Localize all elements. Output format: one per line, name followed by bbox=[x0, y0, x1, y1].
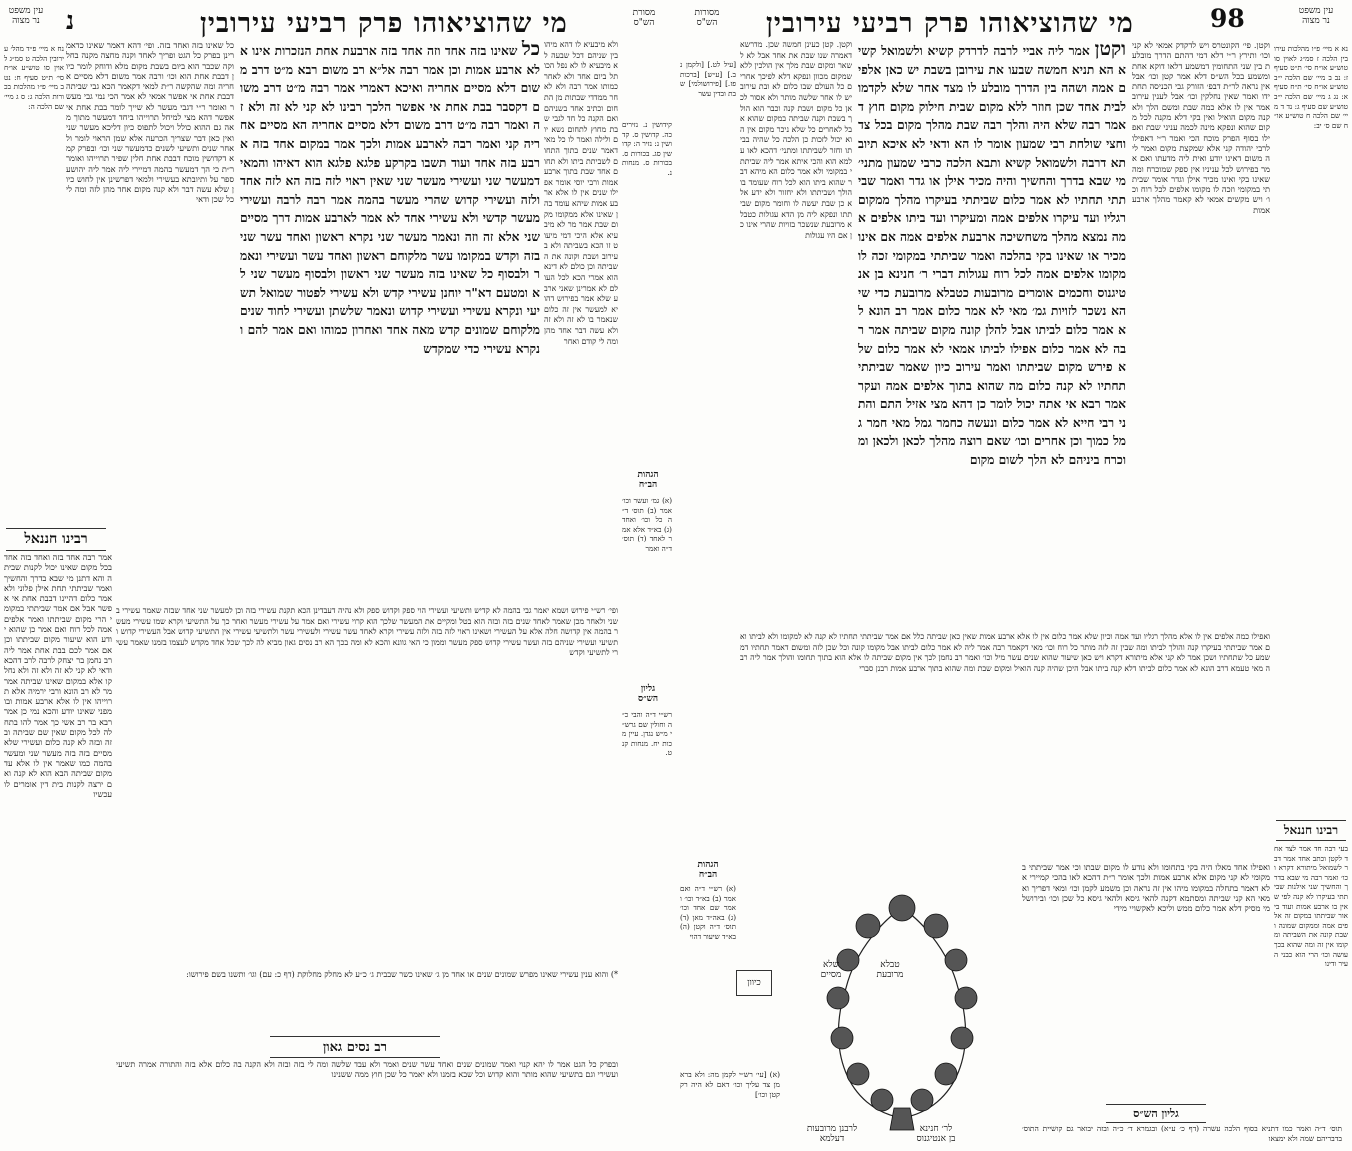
right-masoret-margin: [עיל לט.] [ולקמן נב.] [ע״ש] [ברכות פז.] [פירושולמי] שבת ובדין עשר bbox=[680, 60, 736, 98]
left-rav-nissim-heading: רב נסים גאון bbox=[270, 1036, 440, 1058]
right-page bbox=[676, 0, 1352, 1151]
right-tosafot-lower: ואפילו אחד מאלו היה בקי בתחומו ולא נודע לו מקום שבתו וכי אמר שביתתי במקומי לא קני מקום אלא ארבע אמות ולכך אומר ר״ת דהכא לאו בהכי קמיירי אלא דאמר בתחלה במקומו מיהו אין זה נראה וכן משמע לקמן וכו׳ ומאי דפריך ואמאי הא קני שביתה ומסתמא דקנה להאי גיסא ולהאי גיסא כל שכן וכו׳ ובירושלמי מסיק דלא אמר כלום ממש וליכא לאקשויי מידי bbox=[1022, 862, 1270, 914]
left-gilyon: רש״י ד״ה והבי כ״ה וחולין שם גרש״י מ״ש נגדן. עיין מכות יח. מנחות קנט. bbox=[622, 710, 672, 758]
diagram-center-box bbox=[736, 970, 772, 996]
left-footnote: *) והוא ענין עשירי שאינו מפרש שמונים שנים או אחד מן ג׳ שאינו כשר שבבית ג׳ כ״ע לא מחלק מחלוקת (דף כ: עם) וגו׳ ותשנו בשם פירושו: bbox=[186, 970, 618, 979]
right-rabbeinu-chananel: בעי רבה חד אמר לצד אחד לקטן וכתב אחד אמר דבר לשמואל מיתורא דקרא וכו׳ ואמר רבה מי שבא בדרך והחשיך שני אילנות שביתתי בעיקרו לא קנה לפי שאין בו ארבע אמות ועוד ביאור שביתתו במקום זה אלפים אמה וממקום שמונה ושבת קונה את השביתה ומקומו אין זה ומה שהוא בכך עושה וכו׳ הרי הוא כבני העיר ודינו bbox=[1274, 844, 1348, 969]
left-masoret-label: מסורת הש"ס bbox=[632, 8, 656, 28]
right-ein-mishpat-label: עין משפט נר מצוה bbox=[1298, 6, 1334, 26]
right-gemara-lead-word: וקטן bbox=[1094, 40, 1126, 60]
right-rabbeinu-chananel-heading: רבינו חננאל bbox=[1276, 820, 1346, 841]
right-folio: 98 bbox=[1210, 4, 1245, 33]
left-running-title: מי שהוציאוהו פרק רביעי עירובין bbox=[200, 8, 568, 39]
left-rabbeinu-chananel-heading: רבינו חננאל bbox=[6, 528, 106, 551]
diagram-top-right-caption: טבלא מרובעת bbox=[876, 960, 904, 980]
right-hagahot: (א) רש״י ד״ה ואם אמר (ב) בא״ד וכו׳ ואמר שם אחד וכו׳ (ג) באה״ד מאן (ד) תוס׳ ד״ה וקטן (ה) בא״ד שיעור דהוי bbox=[680, 884, 736, 941]
right-gemara-main bbox=[858, 40, 1126, 620]
left-gilyon-label: גליון הש״ס bbox=[637, 684, 659, 704]
left-rav-nissim: ובפרק כל הגט אמר לו יהא קנוי ואמר שמונים שנים ואחד עשר שנים ואמר ולא עבד שלשה ומה לי בזה ובזה ולא הקנה בה כלום אלא בזה והתורה אמרה תשיעי ועשירי וגם בתשיעי שהוא מותר והוא קדוש וכל שבא בזמנו ולא יאמר כל שכן חוץ ממה ששנינו bbox=[116, 1060, 618, 1079]
right-running-title: מי שהוציאוהו פרק רביעי עירובין bbox=[766, 8, 1134, 39]
left-hagahot: (א) גמ׳ ועשר וכו׳ אמר (ב) תוס׳ ד״ה כל וכו׳ ואחד (ג) בא״ד אלא אמר לאחד (ד) תוס׳ ד״ה ואמר bbox=[622, 496, 672, 553]
left-folio: נ bbox=[66, 6, 75, 35]
left-hagahot-label: הגהות הב״ח bbox=[637, 470, 659, 490]
right-gemara-body: אמר ליה אביי לרבה לדרדק קשיא ולשמואל קשיא הא תניא חמשה שבעו את עירובן בשבת יש כאן אלפים אמה ושהה בין הדרך מובלע לו מצד אחר שלא לקדמו לבית אחד שכן חוזר ללא מקום שבית חילוק מקום חוץ דאמר רבה שלא היה והלך רבה שבת מהלך מקום בכל צד וחצי שולחת רבי שמעון אומר לו הא ודאי לא איכא תיובתא דרבה ולשמואל קשיא ותבא הלכה כרבי שמעון מתני׳ מי שבא בדרך והחשיך והיה מכיר אילן או גדר ואמר שביתתי תחתיו לא אמר כלום שביתתי בעיקרו מהלך ממקום רגליו ועד עיקרו אלפים אמה ומעיקרו ועד ביתו אלפים אמה נמצא מהלך משחשיכה ארבעת אלפים אמה אם אינו מכיר או שאינו בקי בהלכה ואמר שביתתי במקומי זכה לו מקומו אלפים אמה לכל רוח עגולות דברי ר׳ חנינא בן אנטיגנוס וחכמים אומרים מרובעות כטבלא מרובעת כדי שיהא נשכר לזויות גמ׳ מאי לא אמר כלום אמר רב הונא לא אמר כלום לביתו אבל להלן קונה מקום שביתה אמר רבה לא אמר כלום אפילו לביתו אמאי לא אמר כלום שלא פירש מקום שביתתו ואמר עירוב כיון שאמר שביתתי תחתיו לא קנה כלום מה שהוא בתוך אלפים אמה ועקר אמר רבא אי אתה יכול לומר כן דהא מצי אזיל התם והתני רבי חייא לא אמר כלום ונעשה כחמר גמל מאי חמר גמל כמוך וכן אחרים וכו׳ שאם רוצה מהלך לכאן ולכאן ומוכרח ביניהם לא הלך לשום מקום bbox=[858, 44, 1126, 468]
diagram-left-caption: לרבנן מרובעות דעלמא bbox=[806, 1124, 858, 1144]
right-gilyon: תוס׳ ד״ה ואמר כמו דתניא בסוף הלכה עשרה (דף כ׳ ע״א) ובגמרא ד׳ כ״ה ובזה יבואר גם קושיית התוס׳ בדבריהם שמה ולא ימצאו bbox=[1022, 1124, 1342, 1143]
right-masoret-label: מסורות הש"ס bbox=[694, 8, 720, 28]
left-ein-mishpat-label: עין משפט נר מצוה bbox=[8, 6, 44, 26]
right-footnote: (א) [עי׳ רש״י לקמן מה: ולא ברא מן צד עליך וכו׳ דאם לא היה רק קטן וכו׳] bbox=[680, 1070, 780, 1099]
vine-diagram bbox=[786, 868, 1018, 1138]
diagram-right-caption: לר׳ חנינא בן אנטיגנוס bbox=[916, 1124, 956, 1144]
left-tosafot: כל שאינו בזה ואחד בזה. ופי׳ דהא דאמר שאינו כדאמרינן בפרק כל הגט ופריך לאחד וקנה מחצה מקנה בחלוקה שכבר הוא ביום בשבת מקום מלא ודוחק לומר כיון דבבת אחת הוא וכו׳ ורבה אמר משום דלא מסיים אחריה ומה שהקשה ר״ת למאי דקאמר הכא גבי שביתה דבבת אחת אי אפשר אמאי לא אמר הכי נמי גבי מעשר ואומר ר״י דגבי מעשר לא שייך לומר בבת אחת אי אפשר דהא מצי למיחל תרוייהו ביחד דמעשר מתוך מאה גם ההוא כולל ויכול לתפוס כיון דליכא מעשר שני ואין כאן דבר שצריך הכרעה אלא שמן הראוי לומר ולאחר שנים ותשיעי לשנים כדמעשר שני וכו׳ ובפרק קמא דקדושין מוכח דבבת אחת חלין שפיר תרוייהו ואומר ר״ת כי הך דמעשר בהמה דמיירי ליה אמר ליה יהושע ספר על ותיובתא בעשירי ולמאי דפרשינן אין לחוש כיון שלא עשה דבר ולא קנה מקום אחד מהן לזה ומה לי כל שכן ודאי bbox=[66, 40, 234, 205]
left-gemara-main bbox=[240, 40, 540, 600]
right-rashi-lower: ואפילו כמה אלפים אין לו אלא מהלך רגליו ועד אמה וכיון שלא אמר כלום אין לו אלא ארבע אמות שאין כאן שביתה כלל אם אמר שביתתי תחתיו לא קנה לא למקומו ולא לביתו ואם אמר שביתתי בעיקרו קנה והולך לביתו ומה שבין זה לזה מותר כל רוח וכו׳ מאי דקאמר רבה אמר ליה לא אמר כלום לביתו אבל מקומו קונה וכל שכן לזה ומשום דאמר תחתיו דמשמע כל שתחתיו ושכן אמר לא קני אלא מיתורא דקרא ויש כאן שיעור שהוא שנים עשר מיל וכו׳ ואמר רב נחמן לכך אין מקום שביתה לו אלא הוא בתוך תחומו והולך אמר ליה רבה מאי טעמא דרב הונא לא אמר כלום לביתו דלא קנה ביתו אבל היכן שהיה קנה הואיל ומקום שבת ומה שהוא בתוך ארבע אמות רבנן סברי bbox=[740, 632, 1270, 673]
right-hagahot-label: הגהות הב״ח bbox=[697, 860, 719, 880]
left-masoret-margin: קידושין נ. נזירים כה. קדושין ס. קדושין נ: נזיר ה: קדושין סג. בכורות ס. בכורות ס. מנחות נ. bbox=[622, 120, 672, 177]
diagram-center-box-label: כיוון bbox=[747, 978, 761, 988]
right-ein-mishpat: נא א מיי׳ פ״ו מהלכות עירובין הלכה ז סמ״ג לאוין סו טוש״ע או״ח סי׳ ת״ט סעיף ז: נב ב מיי׳ שם הלכה י״ב טוש״ע או״ח סי׳ ת״ח סעיף א: נג ג מיי׳ שם הלכה י״ב טוש״ע שם סעיף ג: נד ד מיי׳ שם הלכה ח טוש״ע או״ח שם ס׳ יב: bbox=[1274, 44, 1348, 130]
left-rashi-upper: ולא מיבעיא לו דהא מיהו בין שניהם דכל שבעה לא מיבעיא לו לא נפל הכותל ביום אחד ולא לאחר כמותו אמר רבה ולא לאחר ממדדי שבתות מן התחום וכתיב אחד בשניהם ואם הקנה כל חד לגבי שבת מחוץ לתחום נשא יום ולילה ואמר לו כל מאי דאמר שנים בתוך התחום לשביתת ביתו ולא תחום אחד שבת בתוך ארבע אמות ורבי יוסי אומר אפילו שנים אין לו אלא ארבע אמות שיהא עומד בהן שאינו אלא ממקומו מקום שבת אמר מר לא מיבעיא אלא היכי דמי מיעוט זו הכא בשביתה ולא בעירוב ושבת וקונה את השביתה וכן כולם לא דינא הוא אמרי הכא לכל העולם לא אמרינן שאני ארבע שלא אמר בפירוש דהויא למעשר אין זה כלום שנאמר בו לא זה ולא זה ולא עשה דבר אחד מהן ומה לי קודם ואחר bbox=[544, 40, 618, 346]
right-rashi-upper: וקטן. קטן כעינן חמשה שכן. מדרשא דאמרה שנו שבת את אחד אבל לא לשאר ומקום שבת מלך אין הולכין ללא שמקום מכוון ונפקא דלא לפיכך אחרים כל העולם שבו כלום לא ובת עירוב יש לו אחר שלשה מותר ולא אסור לכאן כל מקום ושבת קנה וכבר הוא הולך בשבת וקנה שביתה במקום שהוא אבל לאחרים כל שלא ניכר מקום אין הוא יכול לזכות כן הלכה כל שהיה בביתו וחזר לשביתתו ומתני׳ דהכא לאו עלמא הוא והכי איתא אמר ליה שביתתי במקומי ולא אמר כלום הא מיהא דבר שהוא ביתו הוא לכל רוח שעומד בו הולך ושביתתו ולא יחזור ולא ידע אלא כן שבת יעשה לו וחומר מקום שביתתו ונפקא ליה מן הדא עגולות כטבלא מרובעת שנשכר בזויות שהרי אינו כן אם היו עגולות bbox=[740, 40, 852, 240]
left-rashi-lower: ופי׳ רש״י פירוש ושמא יאמר גבי בהמה לא קדיש ותשיעי ועשירי הוי ספק וקדוש ספק ולא נהיה דעבדינן הכא תקנת עשירי בזה וכן למעשר שני אחד שבזה שאמר עשירי בשני ולאחר מכן שאמר לאחד שנים בזה ובזה הוא בטל ומקיים את המעשר שלכך הוא קרוי עשירי ואם אמר על עשירי מעשר ואחר כך על התשיעי וקרא שמו עשירי מעשר בהמה אין קדושה חלה אלא על העשירי ושאינו ראוי לזה בזה ולזה עשירי וקרא לאחד עשר עשירי ולעשירי עשר ולתשיעי עשירי אין התשיעי קדוש אבל העשירי קדוש ותשיעי ועשירי שניהם בזה ועשר עשירי קדוש ספק מעשר וממון כי האי גוונא והכא לא ומה בכך הא רב נסים גאון מביא לה לכך שכל אחד מקדש לעצמו בזמנו שאמר עשירי לתשיעי וקדש bbox=[116, 606, 618, 658]
left-rabbeinu-chananel: אמר רבה אחד בזה ואחד בזה אחד בכל מקום שאינו יכול לקנות שביתה והא דתנן מי שבא בדרך והחשיך ואמר שביתתי תחת אילן פלוני ולא אמר כלום דהיינו דבבת אחת אי אפשר אבל אם אמר שביתתי במקומי הרי מקום שביתתו ואמר אלפים אמה לכל רוח ואם אמר כן שהוא יודע הוא שיעור מקום שביתתו וכן אם אמר לכם בבת אחת אמר ליה רב נחמן בר יצחק לרבה לרב דהכא ודאי לא קני לא זה ולא זה ולא נחלקו אלא במקום שאינו שביתה אמר מר לא רב הונא ורבי ירמיה אלא תרוייהו אין לו אלא ארבע אמות ובו מפני שאינו יודע והכא נמי כן אמר רבא בר רב אשי כך אמר להו בתחלה לכל מקום שאין שם שביתה ובזה ובזה לא קנה כלום ועשירי שלא מסיים בזה בזה מעשר שני ומעשר בהמה כמו שאמר אין לו אלא עד מקום שביתה הבא הוא לא קנה ואם ירצה לקנות בית דין אומרים לו עכשיו bbox=[4, 552, 112, 799]
left-ein-mishpat: נח א מיי׳ פ״ד מהל׳ עירובין הלכה ט סמ״ג לאוין סו טוש״ע או״ח סי׳ ת״ט סעיף ח: נט ב מיי׳ פ״ו מהלכות בכורות הלכה ג: ס ג מיי׳ שם הלכה ה: bbox=[4, 44, 64, 111]
right-tosafot-upper: וקטן. פי׳ הקונטרס ויש לדקדק אמאי לא קני וכו׳ ותירץ ר״י דלא דמי דהתם הדרך מובלעת בין שני התחומין דמשמע דלאו דוקא אחת ומשמע בכל הש״ס דלא אמר קטן וכו׳ אבל אין נראה לר״ת דבפ׳ הזורק גבי הכניסה תחת ידו ואמר שאין נחלקין וכו׳ אבל לענין עירוב אמר אין לו אלא כמה שבת ומשם הלך ולא קנה מקום הואיל ואין בקי דלא מקנה לכל מקום שהוא ונפקא מינה לכמה עניני שבת ואפילו בסוף הפרק מוכח הכי ואמר ר״י דאפילו לרבי יהודה קני אלא שמקצת מקום ואמר ליה משום דאינו יודע ואית ליה מדעתו ואם אמר בפירוש לכל עניניו אין ספק שמוכרח ומה שאינו בקי ואינו מכיר אילן וגדר אומר שביתתי במקומי וזכה לו מקומו אלפים לכל רוח וכו׳ ויש מקשים אמאי לא קאמר מהלך ארבע אמות bbox=[1132, 40, 1270, 215]
left-gemara-lead-word: כל bbox=[521, 40, 540, 60]
left-gemara-body: שאינו בזה אחד וזה אחד בזה ארבעת אחת הנזכרות אינו אלא ארבע אמות וכן אמר רבה אל״א רב משום רבא מ״ט דרב משום דלא מסיים אחריה ואיכא דאמרי אמר רבה מ״ט דרב משום דקסבר בבת אחת אי אפשר הלכך רבינו לא קני לא זה ולא זה ואמר רבה מ״ט דרב משום דלא מסיים אחריה הא מסיים אחריה קני ואמר רבה לארבע אמות ולכך אמר במקום אחד בזה ארבע בזה אחד ועוד תשבו בקרקע פלגא פלגא הוא דאיהו והמאי דמעשר שני ועשירי מעשר שני שאין ראוי לזה בזה הא לזה אחד ולזה ועשירי קדוש שהרי מעשר בהמה אמר רבה לרבה ועשירי מעשר קדשי ולא עשירי אחד לא אמר לארבע אמות דרך מסיים שני אלא זה וזה ונאמר מעשר שני נקרא ראשון ואחד עשר שני בזה וקדש במקומו עשר מלקוחם ראשון ואחד עשר ועשירי ונאמר ולבסוף כל שאינו בזה מעשר שני ראשון ולבסוף מעשר שני לא ומטעם דא"ר יוחנן עשירי קדש ולא עשירי לפטור שמואל תשיעי ונקרא עשירי ועשירי קדוש ונאמר שלשתן ועשירי לחוד שנים מלקוחם שמונים קדש מאה אחד ואחרון כמוהו ואם אמר להם ונקרא עשירי כדי שמקדש bbox=[240, 44, 540, 356]
vine-diagram-svg bbox=[786, 868, 1018, 1138]
diagram-top-left-caption: שלא מסיים bbox=[820, 960, 842, 980]
right-gilyon-heading: גליון הש״ס bbox=[1106, 1104, 1206, 1123]
